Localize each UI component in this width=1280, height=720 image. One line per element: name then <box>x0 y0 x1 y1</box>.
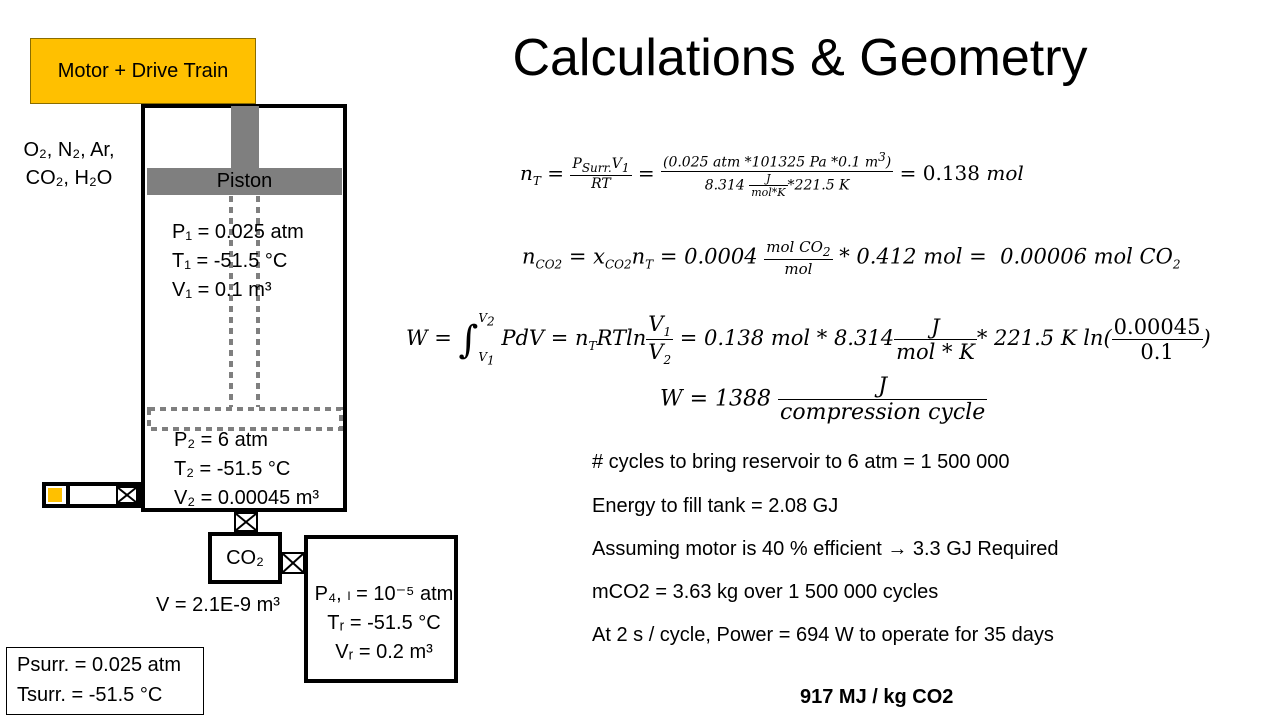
equation-work-result: W = 1388 $\frac{J}{\text{compression cycle}}$ <box>660 374 986 425</box>
state-1-temperature: T₁ = -51.5 °C <box>172 250 288 272</box>
state-1-volume: V₁ = 0.1 m³ <box>172 279 272 301</box>
reservoir-values <box>314 580 454 667</box>
equation-moles-total: $n_T$ = $\frac{P_{Surr.}V_1}{RT}$ = (0.025 atm *101325 Pa *0.1 $m^3$) 8.314 $\frac{J}{\text{mol*K}}$ *221.5 K = 0.138 mol <box>520 150 1024 199</box>
result-power: At 2 s / cycle, Power = 694 W to operate for 35 days <box>592 624 1054 646</box>
co2-chamber <box>208 532 282 584</box>
result-cycles: # cycles to bring reservoir to 6 atm = 1 500 000 <box>592 451 1010 473</box>
gas-line-2: CO₂, H₂O <box>25 167 113 189</box>
intake-valve-icon <box>116 486 138 504</box>
surroundings-temperature: Tsurr. = -51.5 °C <box>17 684 163 706</box>
intake-indicator <box>48 488 62 502</box>
intake-divider <box>66 486 112 504</box>
surroundings-box <box>6 647 204 715</box>
outlet-valve-icon <box>234 512 258 532</box>
co2-chamber-volume: V = 2.1E-9 m³ <box>156 594 280 616</box>
equation-work-integral: W = ∫ $V_2$ $V_1$ PdV = $n_TRTln$ $\frac{V_1}{V_2}$ = 0.138 mol * 8.314 $\frac{J}{\text{mol * K}}$ * 221.5 K ln( $\frac{0.00045}{0.1}$ ) <box>406 311 1211 368</box>
result-motor-efficiency: Assuming motor is 40 % efficient → 3.3 GJ Required <box>592 538 1059 560</box>
state-1-pressure: P₁ = 0.025 atm <box>172 221 304 243</box>
result-energy-per-kg: 917 MJ / kg CO2 <box>800 686 954 708</box>
state-2-volume: V₂ = 0.00045 m³ <box>174 487 320 509</box>
piston-label: Piston <box>216 170 273 192</box>
reservoir-temperature: Tᵣ = -51.5 °C <box>327 612 441 634</box>
reservoir-volume: Vᵣ = 0.2 m³ <box>335 641 433 663</box>
state-2-temperature: T₂ = -51.5 °C <box>174 458 291 480</box>
reservoir-pressure: P₄, ₗ = 10⁻⁵ atm <box>314 583 454 605</box>
surroundings-pressure: Psurr. = 0.025 atm <box>17 654 181 676</box>
result-energy-fill: Energy to fill tank = 2.08 GJ <box>592 495 839 517</box>
piston-rod <box>231 106 259 170</box>
gas-composition-label <box>14 136 124 192</box>
state-1-values <box>172 218 304 305</box>
reservoir-valve-icon <box>281 552 305 574</box>
result-co2-mass: mCO2 = 3.63 kg over 1 500 000 cycles <box>592 581 939 603</box>
gas-line-1: O₂, N₂, Ar, <box>23 139 115 161</box>
state-2-pressure: P₂ = 6 atm <box>174 429 268 451</box>
page-title: Calculations & Geometry <box>512 29 1088 87</box>
co2-chamber-label: CO₂ <box>226 547 264 569</box>
equation-moles-co2: $n_{CO2} = x_{CO2}n_T = 0.0004$ $\frac{mol CO_2}{\text{mol}}$ * 0.412 mol = 0.00006 mol $CO_2$ <box>522 238 1181 278</box>
state-2-values <box>174 426 319 513</box>
motor-drive-train-box: Motor + Drive Train <box>30 38 256 104</box>
